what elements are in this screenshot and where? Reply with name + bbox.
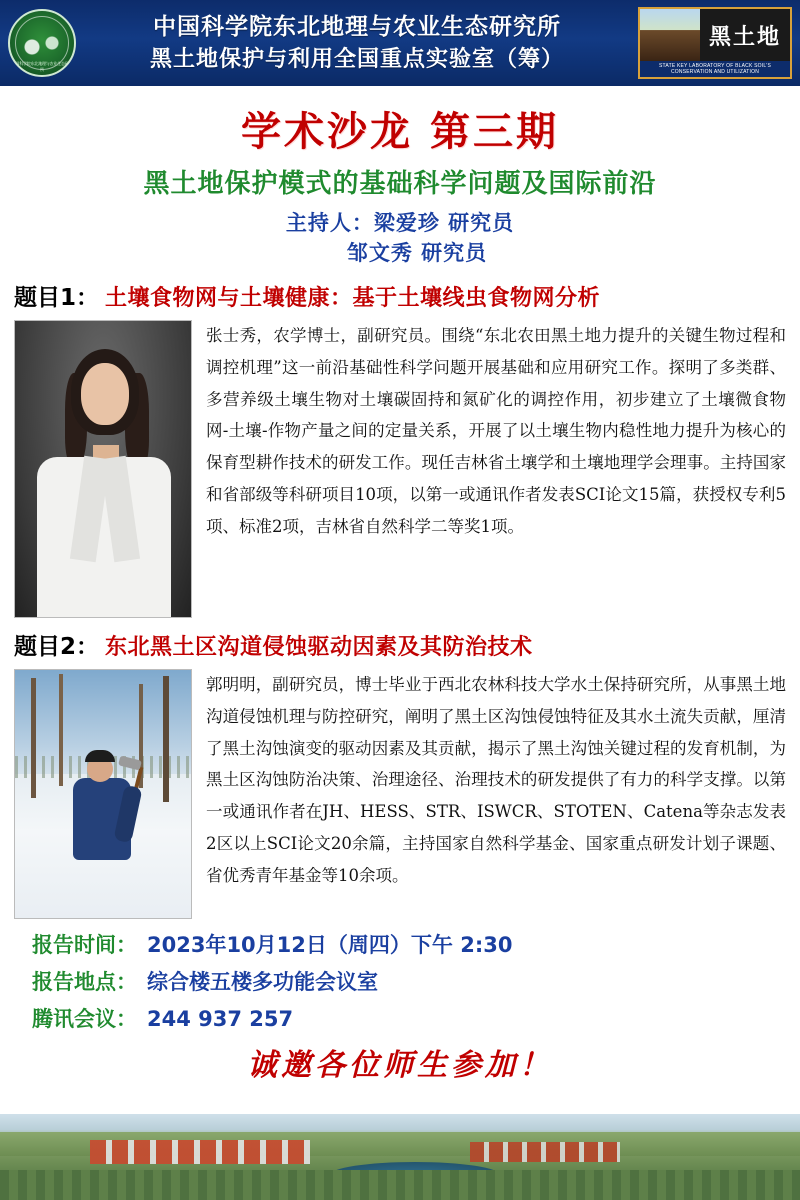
institute-name: 中国科学院东北地理与农业生态研究所 [153, 13, 561, 40]
event-meeting-line [32, 1003, 786, 1033]
brand-field-image [640, 9, 700, 61]
event-time-value: 2023年10月12日（周四）下午 2:30 [147, 932, 513, 957]
speaker-1-row [14, 320, 786, 618]
event-time-line [32, 929, 786, 959]
invitation-text: 诚邀各位师生参加！ [247, 1047, 553, 1083]
photo-tree [59, 674, 63, 786]
page-title: 学术沙龙 第三期 [241, 109, 559, 155]
header-titles [76, 13, 638, 73]
brand-top [640, 9, 790, 61]
speaker-1-bio: 张士秀，农学博士，副研究员。围绕“东北农田黑土地力提升的关键生物过程和调控机理”这一前沿基础性科学问题开展基础和应用研究工作。探明了多类群、多营养级土壤生物对土壤碳固持和氮矿化的调控作用，初步建立了土壤微食物网-土壤-作物产量之间的定量关系，开展了以土壤生物内稳性地力提升为核心的保育型耕作技术的研发工作。现任吉林省土壤学和土壤地理学会理事。主持国家和省部级等科研项目10项，以第一或通讯作者发表SCI论文15篇，获授权专利5项、标准2项，吉林省自然科学二等奖1项。 [206, 325, 786, 536]
brand-logo [638, 7, 792, 79]
speaker-photo-zhang [14, 320, 192, 618]
footer-field [0, 1170, 800, 1200]
poster-body [0, 86, 800, 1114]
topic-1-heading [14, 279, 786, 312]
event-place-value: 综合楼五楼多功能会议室 [147, 969, 378, 994]
poster-header [0, 0, 800, 86]
logo-caption: 中国科学院东北地理与农业生态研究所 [11, 61, 73, 72]
event-meeting-label: 腾讯会议： [32, 1006, 137, 1031]
speaker-2-row [14, 669, 786, 919]
photo-person-hat [85, 750, 115, 762]
topic-1-label: 题目1： [14, 284, 100, 311]
host-block [14, 208, 786, 269]
page-subtitle: 黑土地保护模式的基础科学问题及国际前沿 [143, 169, 657, 199]
event-place-label: 报告地点： [32, 969, 137, 994]
host-line-1: 主持人：梁爱珍 研究员 [285, 211, 515, 235]
speaker-photo-guo [14, 669, 192, 919]
footer-buildings-right [470, 1142, 620, 1162]
topic-1-title: 土壤食物网与土壤健康：基于土壤线虫食物网分析 [105, 285, 601, 311]
logo-wave-icon [22, 33, 66, 59]
photo-tree [31, 678, 36, 798]
lab-name: 黑土地保护与利用全国重点实验室（筹） [149, 46, 564, 72]
event-meeting-value: 244 937 257 [147, 1006, 294, 1031]
photo-tree [163, 676, 169, 802]
institute-logo-icon [8, 9, 76, 77]
brand-subtitle-en: STATE KEY LABORATORY OF BLACK SOIL'S CONSERVATION AND UTILIZATION [640, 61, 790, 77]
poster-footer-image [0, 1114, 800, 1200]
event-time-label: 报告时间： [32, 932, 137, 957]
event-info-block [14, 929, 786, 1033]
brand-name-text: 黑土地 [700, 9, 790, 61]
footer-buildings-left [90, 1140, 310, 1164]
topic-2-title: 东北黑土区沟道侵蚀驱动因素及其防治技术 [105, 634, 533, 660]
speaker-2-bio: 郭明明，副研究员，博士毕业于西北农林科技大学水土保持研究所，从事黑土地沟道侵蚀机理与防控研究，阐明了黑土区沟蚀侵蚀特征及其水土流失贡献，厘清了黑土沟蚀演变的驱动因素及其贡献，揭示了黑土沟蚀关键过程的发育机制，为黑土区沟蚀防治决策、治理途径、治理技术的研发提供了有力的科学支撑。以第一或通讯作者在JH、HESS、STR、ISWCR、STOTEN、Catena等杂志发表2区以上SCI论文20余篇，主持国家自然科学基金、国家重点研发计划子课题、省优秀青年基金等10余项。 [206, 674, 786, 885]
photo-face [81, 363, 129, 425]
topic-2-heading [14, 628, 786, 661]
topic-2-label: 题目2： [14, 633, 100, 660]
host-line-2: 邹文秀 研究员 [346, 241, 488, 266]
event-place-line [32, 966, 786, 996]
